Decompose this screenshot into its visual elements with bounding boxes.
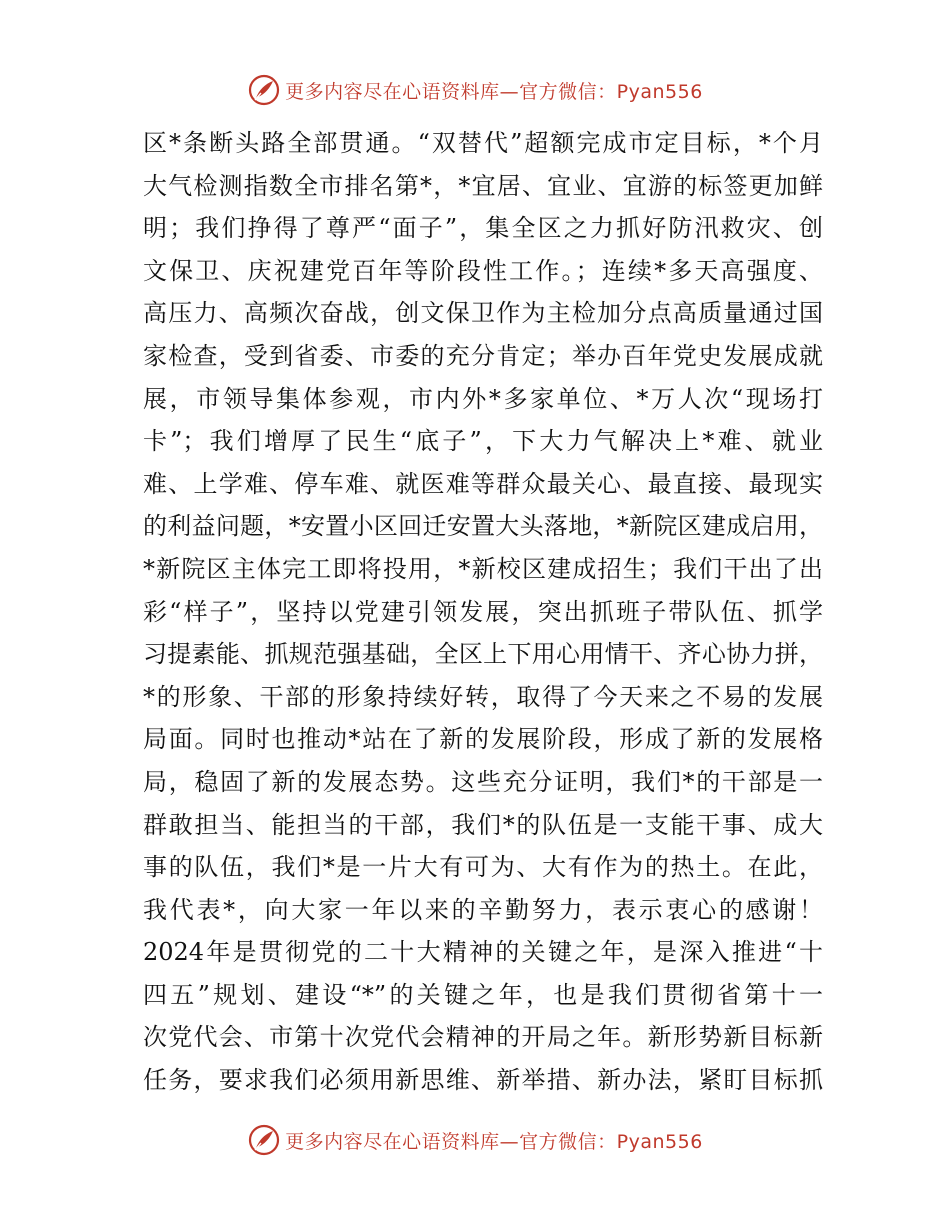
- text-line: 区*条断头路全部贯通。“双替代”超额完成市定目标，*个月: [143, 129, 823, 157]
- text-line: 卡”；我们增厚了民生“底子”，下大力气解决上*难、就业: [143, 427, 823, 456]
- text-line: 展，市领导集体参观，市内外*多家单位、*万人次“现场打: [143, 384, 823, 413]
- text-line: 文保卫、庆祝建党百年等阶段性工作。；连续*多天高强度、: [143, 256, 823, 285]
- watermark-text: 更多内容尽在心语资料库—官方微信：Pyan556: [285, 80, 703, 103]
- text-line: 四五”规划、建设“*”的关键之年，也是我们贯彻省第十一: [143, 980, 823, 1009]
- text-line: 的利益问题，*安置小区回迁安置大头落地，*新院区建成启用，: [143, 512, 823, 541]
- text-line: *的形象、干部的形象持续好转，取得了今天来之不易的发展: [143, 682, 823, 711]
- feather-pen-logo-icon: [247, 73, 281, 107]
- text-line: 彩“样子”，坚持以党建引领发展，突出抓班子带队伍、抓学: [143, 597, 823, 626]
- text-line: 难、上学难、停车难、就医难等群众最关心、最直接、最现实: [143, 469, 823, 498]
- document-body: [143, 122, 823, 1102]
- text-line: 群敢担当、能担当的干部，我们*的队伍是一支能干事、成大: [143, 810, 823, 839]
- text-line: 2024年是贯彻党的二十大精神的关键之年，是深入推进“十: [143, 938, 823, 967]
- text-line: 大气检测指数全市排名第*，*宜居、宜业、宜游的标签更加鲜: [143, 171, 823, 200]
- text-line: 家检查，受到省委、市委的充分肯定；举办百年党史发展成就: [143, 341, 823, 370]
- text-line: 我代表*，向大家一年以来的辛勤努力，表示衷心的感谢！: [143, 895, 823, 924]
- text-line: *新院区主体完工即将投用，*新校区建成招生；我们干出了出: [143, 554, 823, 583]
- text-line: 事的队伍，我们*是一片大有可为、大有作为的热土。在此，: [143, 853, 823, 882]
- text-line: 习提素能、抓规范强基础，全区上下用心用情干、齐心协力拼，: [143, 640, 823, 669]
- text-line: 局，稳固了新的发展态势。这些充分证明，我们*的干部是一: [143, 767, 823, 796]
- header-watermark-banner: [0, 70, 950, 110]
- text-line: 次党代会、市第十次党代会精神的开局之年。新形势新目标新: [143, 1023, 823, 1052]
- watermark-text: 更多内容尽在心语资料库—官方微信：Pyan556: [285, 1130, 703, 1153]
- footer-watermark-banner: [0, 1120, 950, 1160]
- text-line: 局面。同时也推动*站在了新的发展阶段，形成了新的发展格: [143, 725, 823, 754]
- text-line: 明；我们挣得了尊严“面子”，集全区之力抓好防汛救灾、创: [143, 214, 823, 243]
- text-line: 任务，要求我们必须用新思维、新举措、新办法，紧盯目标抓: [143, 1066, 823, 1095]
- text-line: 高压力、高频次奋战，创文保卫作为主检加分点高质量通过国: [143, 299, 823, 328]
- feather-pen-logo-icon: [247, 1123, 281, 1157]
